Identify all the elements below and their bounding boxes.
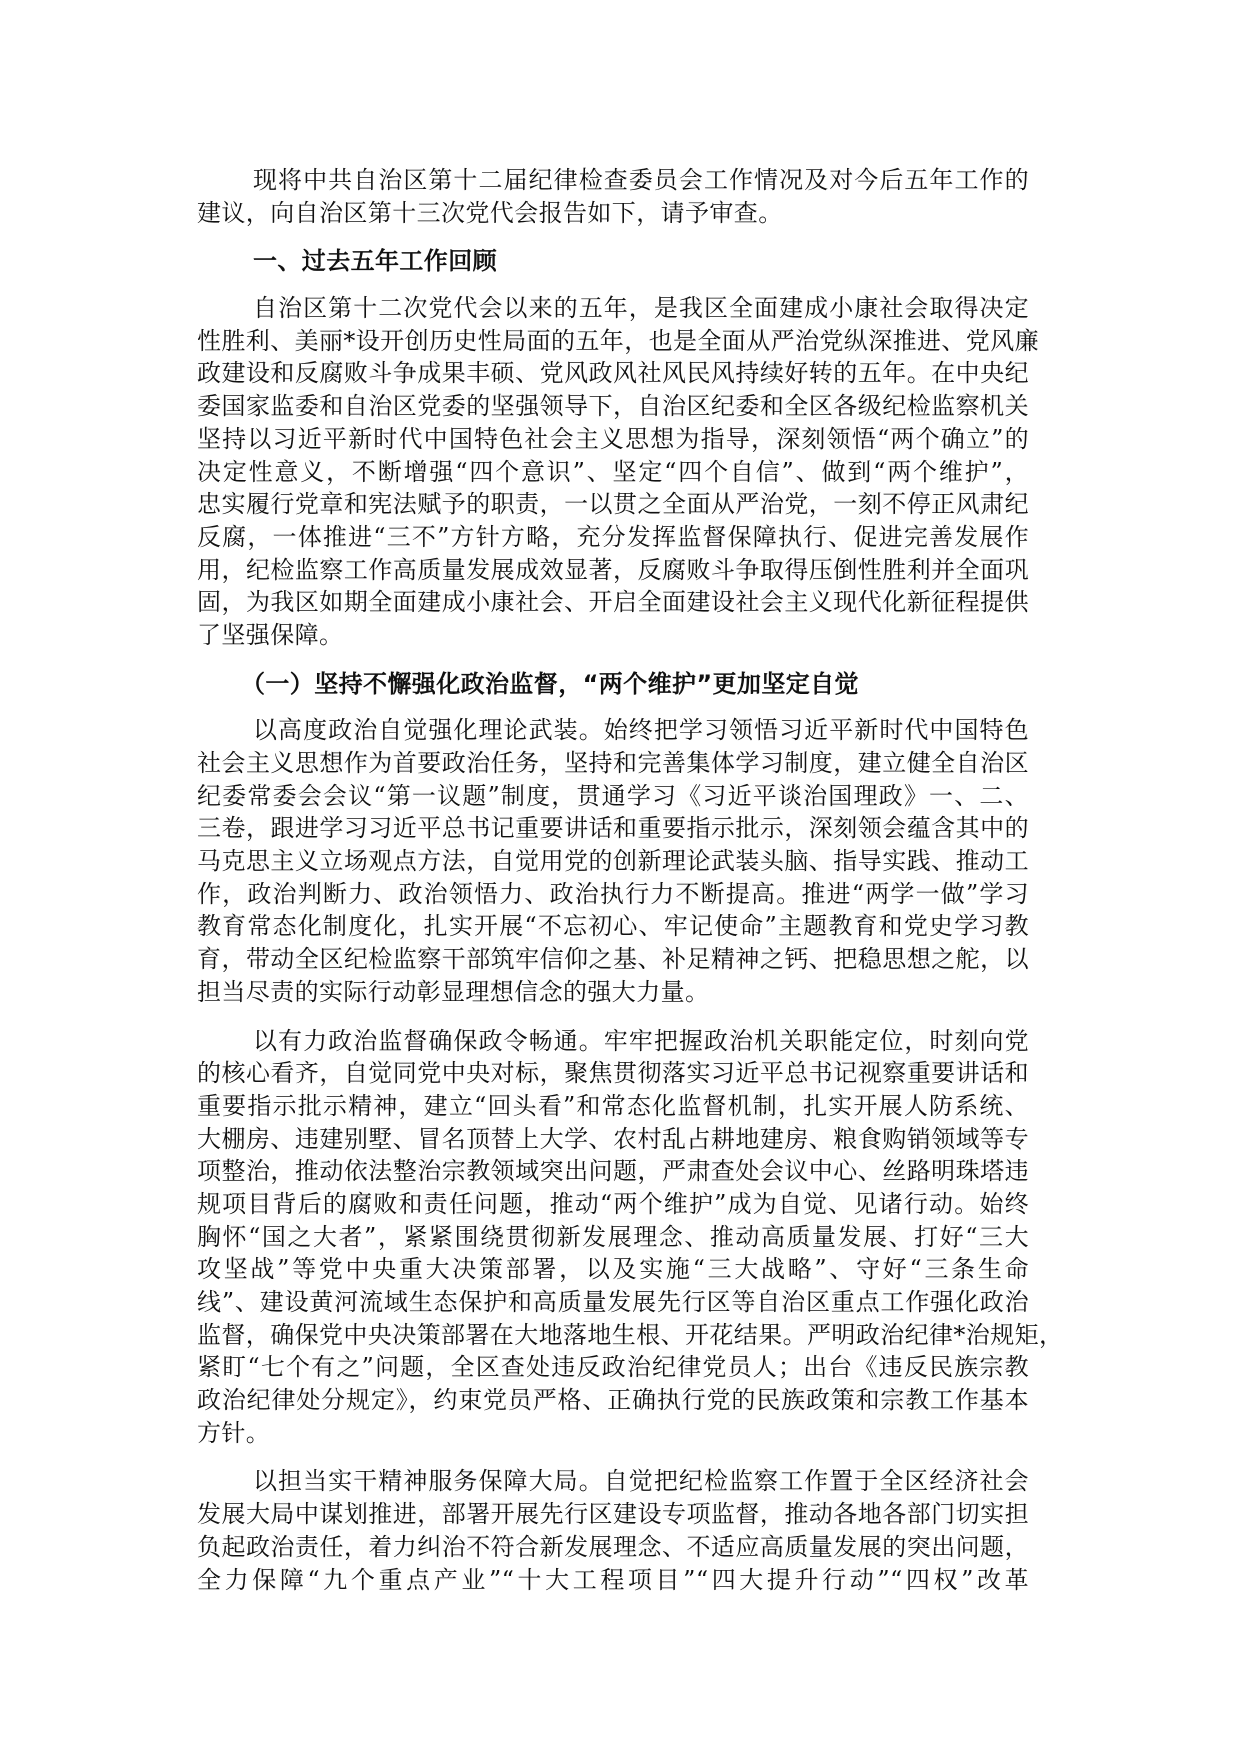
body-paragraph bbox=[197, 292, 1039, 652]
text-line: 政建设和反腐败斗争成果丰硕、党风政风社风民风持续好转的五年。在中央纪 bbox=[197, 359, 1029, 388]
body-paragraph bbox=[197, 714, 1029, 1008]
text-line: 决定性意义，不断增强“四个意识”、坚定“四个自信”、做到“两个维护”， bbox=[197, 457, 1029, 486]
text-line: 攻坚战”等党中央重大决策部署，以及实施“三大战略”、守好“三条生命 bbox=[197, 1255, 1029, 1284]
text-line: 监督，确保党中央决策部署在大地落地生根、开花结果。严明政治纪律*治规矩， bbox=[197, 1320, 1064, 1349]
text-line: 线”、建设黄河流域生态保护和高质量发展先行区等自治区重点工作强化政治 bbox=[197, 1288, 1029, 1316]
section-heading bbox=[197, 245, 1029, 278]
text-line: 紧盯“七个有之”问题，全区查处违反政治纪律党员人；出台《违反民族宗教 bbox=[197, 1353, 1029, 1382]
body-paragraph bbox=[197, 1025, 1064, 1450]
text-line: 担当尽责的实际行动彰显理想信念的强大力量。 bbox=[197, 977, 710, 1006]
text-line: 以高度政治自觉强化理论武装。始终把学习领悟习近平新时代中国特色 bbox=[253, 716, 1029, 745]
text-line: 建议，向自治区第十三次党代会报告如下，请予审查。 bbox=[197, 198, 783, 227]
text-line: 发展大局中谋划推进，部署开展先行区建设专项监督，推动各地各部门切实担 bbox=[197, 1500, 1029, 1529]
text-line: 了坚强保障。 bbox=[197, 620, 344, 649]
text-line: 负起政治责任，着力纠治不符合新发展理念、不适应高质量发展的突出问题， bbox=[197, 1532, 1029, 1561]
text-line: 固，为我区如期全面建成小康社会、开启全面建设社会主义现代化新征程提供 bbox=[197, 588, 1029, 617]
body-paragraph bbox=[197, 164, 1029, 229]
text-line: 大棚房、违建别墅、冒名顶替上大学、农村乱占耕地建房、粮食购销领域等专 bbox=[197, 1124, 1029, 1153]
text-line: 规项目背后的腐败和责任问题，推动“两个维护”成为自觉、见诸行动。始终 bbox=[197, 1189, 1029, 1218]
text-line: 坚持以习近平新时代中国特色社会主义思想为指导，深刻领悟“两个确立”的 bbox=[197, 424, 1029, 453]
text-line: 全力保障“九个重点产业”“十大工程项目”“四大提升行动”“四权”改革 bbox=[197, 1565, 1029, 1594]
text-line: 教育常态化制度化，扎实开展“不忘初心、牢记使命”主题教育和党史学习教 bbox=[197, 912, 1029, 941]
text-line: 重要指示批示精神，建立“回头看”和常态化监督机制，扎实开展人防系统、 bbox=[197, 1091, 1029, 1120]
text-line: 自治区第十二次党代会以来的五年，是我区全面建成小康社会取得决定 bbox=[253, 294, 1029, 323]
text-line: 方针。 bbox=[197, 1418, 271, 1447]
text-line: 政治纪律处分规定》，约束党员严格、正确执行党的民族政策和宗教工作基本 bbox=[197, 1386, 1029, 1415]
document-page bbox=[197, 164, 1064, 1612]
text-line: 委国家监委和自治区党委的坚强领导下，自治区纪委和全区各级纪检监察机关 bbox=[197, 392, 1029, 421]
text-line: 忠实履行党章和宪法赋予的职责，一以贯之全面从严治党，一刻不停正风肃纪 bbox=[197, 490, 1029, 519]
text-line: 的核心看齐，自觉同党中央对标，聚焦贯彻落实习近平总书记视察重要讲话和 bbox=[197, 1059, 1029, 1088]
text-line: 反腐，一体推进“三不”方针方略，充分发挥监督保障执行、促进完善发展作 bbox=[197, 522, 1029, 551]
text-line: 纪委常委会会议“第一议题”制度，贯通学习《习近平谈治国理政》一、二、 bbox=[197, 781, 1029, 810]
text-line: 育，带动全区纪检监察干部筑牢信仰之基、补足精神之钙、把稳思想之舵，以 bbox=[197, 945, 1029, 974]
text-line: 作，政治判断力、政治领悟力、政治执行力不断提高。推进“两学一做”学习 bbox=[197, 879, 1029, 908]
text-line: 现将中共自治区第十二届纪律检查委员会工作情况及对今后五年工作的 bbox=[253, 166, 1029, 194]
text-line: 社会主义思想作为首要政治任务，坚持和完善集体学习制度，建立健全自治区 bbox=[197, 749, 1029, 777]
subsection-heading bbox=[197, 668, 1029, 701]
body-paragraph bbox=[197, 1465, 1029, 1596]
text-line: 以担当实干精神服务保障大局。自觉把纪检监察工作置于全区经济社会 bbox=[253, 1467, 1029, 1496]
text-line: 胸怀“国之大者”，紧紧围绕贯彻新发展理念、推动高质量发展、打好“三大 bbox=[197, 1222, 1029, 1251]
text-line: 三卷，跟进学习习近平总书记重要讲话和重要指示批示，深刻领会蕴含其中的 bbox=[197, 814, 1029, 843]
text-line: 马克思主义立场观点方法，自觉用党的创新理论武装头脑、指导实践、推动工 bbox=[197, 847, 1029, 876]
text-line: 项整治，推动依法整治宗教领域突出问题，严肃查处会议中心、丝路明珠塔违 bbox=[197, 1157, 1029, 1186]
text-line: 以有力政治监督确保政令畅通。牢牢把握政治机关职能定位，时刻向党 bbox=[253, 1026, 1029, 1055]
text-line: 性胜利、美丽*设开创历史性局面的五年，也是全面从严治党纵深推进、党风廉 bbox=[197, 326, 1039, 355]
text-line: 用，纪检监察工作高质量发展成效显著，反腐败斗争取得压倒性胜利并全面巩 bbox=[197, 555, 1029, 584]
text-line: 一、过去五年工作回顾 bbox=[253, 247, 497, 276]
text-line: （一）坚持不懈强化政治监督，“两个维护”更加坚定自觉 bbox=[241, 669, 859, 698]
